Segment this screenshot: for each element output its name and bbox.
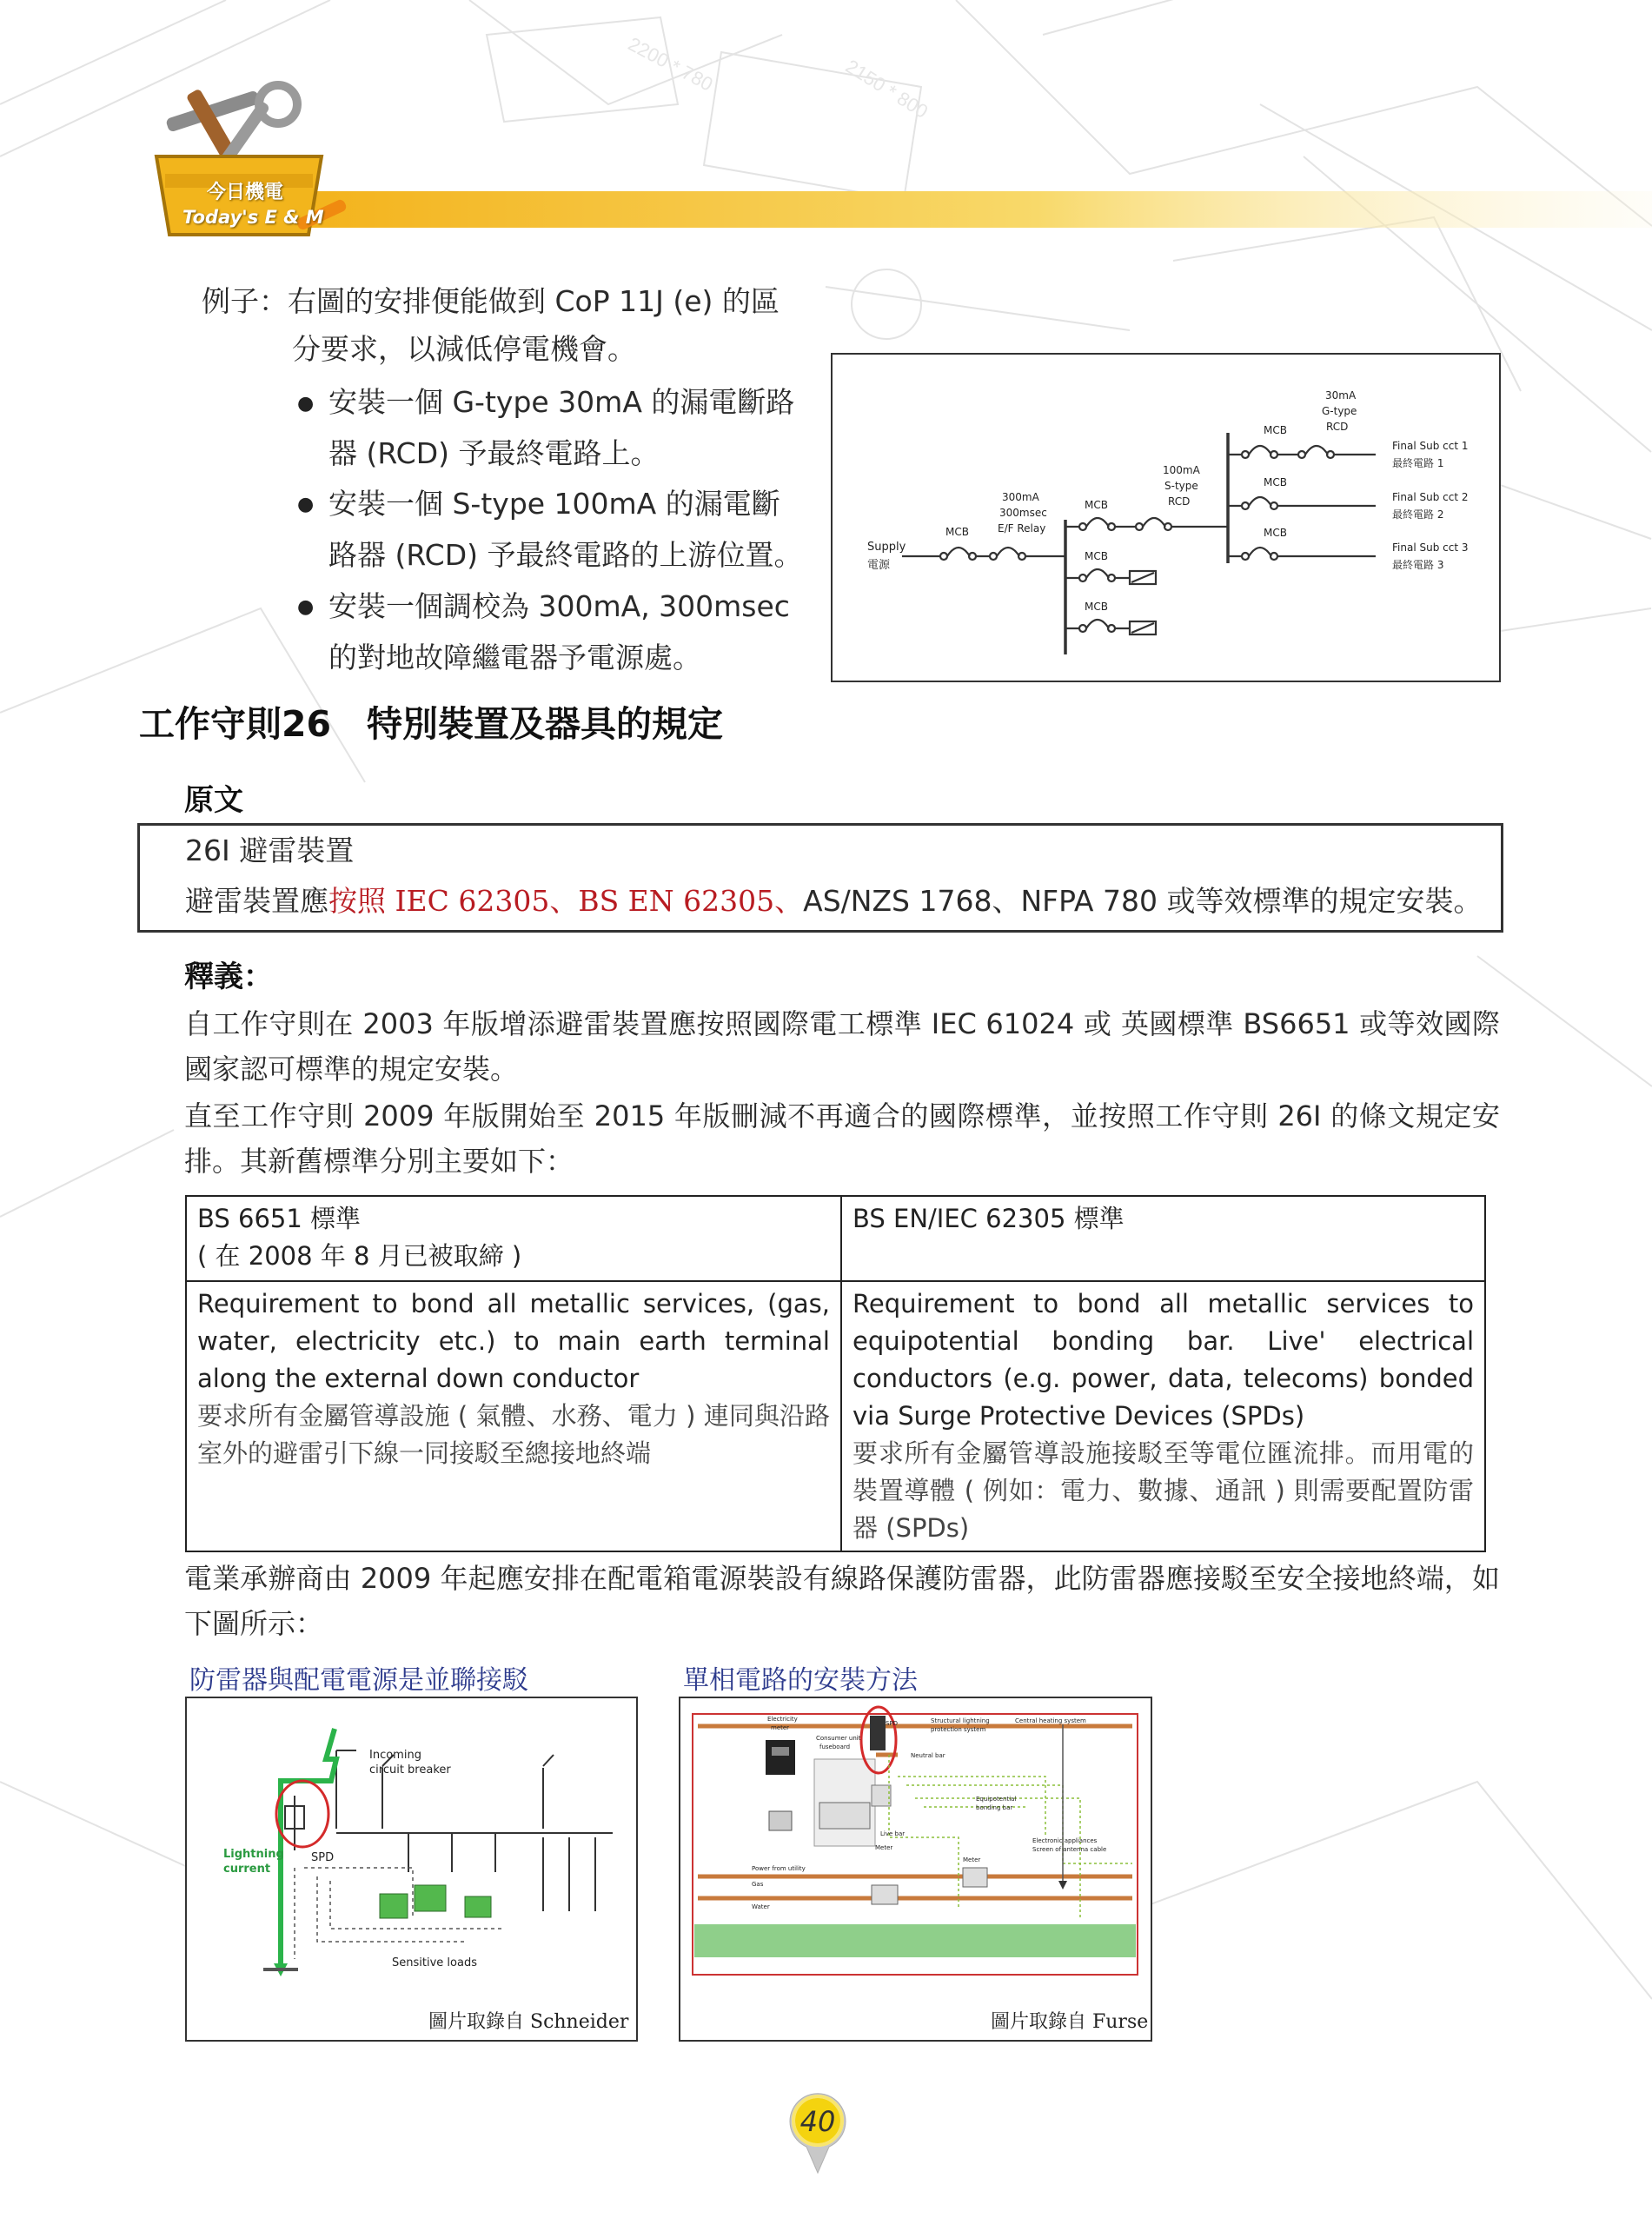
logo-title-zh: 今日機電 [207,182,284,203]
label-appliances: Electronic appliances [1032,1837,1098,1844]
table-cell [186,1281,841,1551]
final-2-label-zh: 最終電路 2 [1392,508,1444,521]
lightning-label-2: current [223,1863,271,1876]
standards-comparison-table [185,1195,1486,1552]
mcb-label: MCB [1264,424,1287,436]
rcd-g-label-1: 30mA [1325,389,1357,402]
svg-text:2200 * 780: 2200 * 780 [624,32,717,96]
mcb-label: MCB [1264,476,1287,488]
rcd-g-label-2: G-type [1322,405,1357,417]
supply-label: Supply [867,541,906,554]
example-line-1: 例子：右圖的安排便能做到 CoP 11J (e) 的區 [202,284,780,318]
label-elec-meter-2: meter [771,1724,790,1731]
interpretation-para-2: 直至工作守則 2009 年版開始至 2015 年版刪減不再適合的國際標準，並按照工作守則 26I 的條文規定安排。其新舊標準分別主要如下： [184,1099,1500,1178]
col2-head: BS EN/IEC 62305 標準 [853,1204,1125,1233]
label-central: Central heating system [1015,1717,1086,1724]
label-power-utility: Power from utility [752,1865,806,1872]
bullet-dot: ● [297,596,315,618]
page-number-badge [787,2089,848,2176]
col1-zh: 要求所有金屬管導設施 ( 氣體、水務、電力 ) 連同與沿路室外的避雷引下線一同接駁至總接地終端 [197,1401,830,1468]
label-consumer-2: fuseboard [819,1743,851,1750]
col1-head-1: BS 6651 標準 [197,1204,362,1233]
final-1-label: Final Sub cct 1 [1392,440,1469,452]
label-gas: Gas [752,1881,764,1888]
fig-left-caption: 防雷器與配電電源是並聯接駁 [189,1665,528,1696]
bullet-1-line-1: 安裝一個 G-type 30mA 的漏電斷路 [328,385,795,419]
label-antenna: Screen of antenna cable [1032,1846,1107,1853]
mcb-label: MCB [1264,527,1287,539]
bullet-2-line-1: 安裝一個 S-type 100mA 的漏電斷 [328,487,780,521]
spd-label: SPD [311,1851,335,1864]
label-equi-1: Equipotential [976,1796,1017,1803]
bullet-3-line-2: 的對地故障繼電器予電源處。 [328,641,701,674]
clause-red-standards: 按照 IEC 62305、BS EN 62305、 [328,884,804,918]
final-3-label: Final Sub cct 3 [1392,541,1469,554]
svg-text:2150 * 800: 2150 * 800 [841,55,932,123]
label-equi-2: bonding bar [976,1804,1013,1811]
label-spd: SPD [886,1720,899,1727]
table-cell [841,1196,1485,1281]
fig-left-credit: 圖片取錄自 Schneider [428,2011,629,2033]
bullet-dot: ● [297,494,315,515]
mcb-label: MCB [1085,601,1108,613]
label-meter: Meter [875,1844,893,1851]
logo-title-en: Today's E & M [182,207,324,228]
incoming-label-1: Incoming [369,1749,421,1762]
toolbox-icon [130,70,348,261]
rcd-s-label-2: S-type [1164,480,1198,492]
circuit-diagram [831,353,1501,682]
example-line-2: 分要求，以減低停電機會。 [292,332,636,366]
incoming-label-2: circuit breaker [369,1763,451,1777]
relay-label-2: 300msec [999,507,1047,519]
logo-toolbox [130,70,348,261]
fig-right-credit: 圖片取錄自 Furse [991,2011,1149,2033]
clause-suffix: AS/NZS 1768、NFPA 780 或等效標準的規定安裝。 [803,884,1483,918]
rcd-s-label-3: RCD [1168,495,1191,508]
bullet-dot: ● [297,393,315,415]
label-structural-2: protection system [931,1726,986,1733]
final-3-label-zh: 最終電路 3 [1392,559,1444,571]
relay-label-3: E/F Relay [998,522,1046,535]
supply-label-zh: 電源 [867,559,891,572]
mcb-label: MCB [945,526,969,538]
rcd-s-label-1: 100mA [1163,464,1200,476]
col2-en: Requirement to bond all metallic services to equipotential bonding bar. Live' electrical conductors (e.g. power, data, telecoms) bonded via Surge Protective Devices (SPDs) [853,1289,1474,1431]
label-consumer-1: Consumer unit [816,1735,861,1742]
bullet-3-line-1: 安裝一個調校為 300mA, 300msec [328,589,790,623]
sensitive-loads-label: Sensitive loads [392,1956,477,1969]
label-structural-1: Structural lightning [931,1717,990,1724]
clause-text [185,876,1482,927]
rule-heading: 工作守則26 特別裝置及器具的規定 [139,703,724,745]
label-elec-meter-1: Electricity [767,1716,798,1723]
mcb-label: MCB [1085,550,1108,562]
label-live: Live bar [880,1830,906,1837]
interpretation-label: 釋義： [184,960,273,994]
col1-en: Requirement to bond all metallic services, (gas, water, electricity etc.) to main earth terminal along the external down conductor [197,1289,830,1393]
col2-zh: 要求所有金屬管導設施接駁至等電位匯流排。而用電的裝置導體 ( 例如：電力、數據、通訊 ) 則需要配置防雷器 (SPDs) [853,1438,1474,1543]
fig-right-single-phase [679,1697,1152,2042]
label-water: Water [752,1903,770,1910]
clause-prefix: 避雷裝置應 [185,884,328,918]
fig-left-spd-parallel [185,1697,638,2042]
col1-head-2: ( 在 2008 年 8 月已被取締 ) [197,1241,522,1271]
fig-right-caption: 單相電路的安裝方法 [683,1665,918,1696]
bullet-1-line-2: 器 (RCD) 予最終電路上。 [328,436,660,470]
bullet-2-line-2: 路器 (RCD) 予最終電路的上游位置。 [328,538,803,572]
interpretation-para-1: 自工作守則在 2003 年版增添避雷裝置應按照國際電工標準 IEC 61024 或 英國標準 BS6651 或等效國際國家認可標準的規定安裝。 [184,1007,1500,1086]
label-neutral: Neutral bar [911,1752,945,1759]
clause-title: 26I 避雷裝置 [185,834,355,867]
lightning-label-1: Lightning [223,1848,284,1861]
page-number: 40 [799,2105,836,2138]
mcb-label: MCB [1085,499,1108,511]
final-1-label-zh: 最終電路 1 [1392,457,1444,469]
relay-label-1: 300mA [1002,491,1039,503]
table-cell [841,1281,1485,1551]
table-row [186,1281,1485,1551]
table-cell [186,1196,841,1281]
label-meter-2: Meter [963,1856,981,1863]
clause-box [137,823,1503,933]
rcd-g-label-3: RCD [1326,421,1349,433]
original-label: 原文 [184,783,243,818]
after-table-para: 電業承辦商由 2009 年起應安排在配電箱電源裝設有線路保護防雷器，此防雷器應接駁至安全接地終端，如下圖所示： [184,1562,1500,1640]
table-row [186,1196,1485,1281]
final-2-label: Final Sub cct 2 [1392,491,1469,503]
